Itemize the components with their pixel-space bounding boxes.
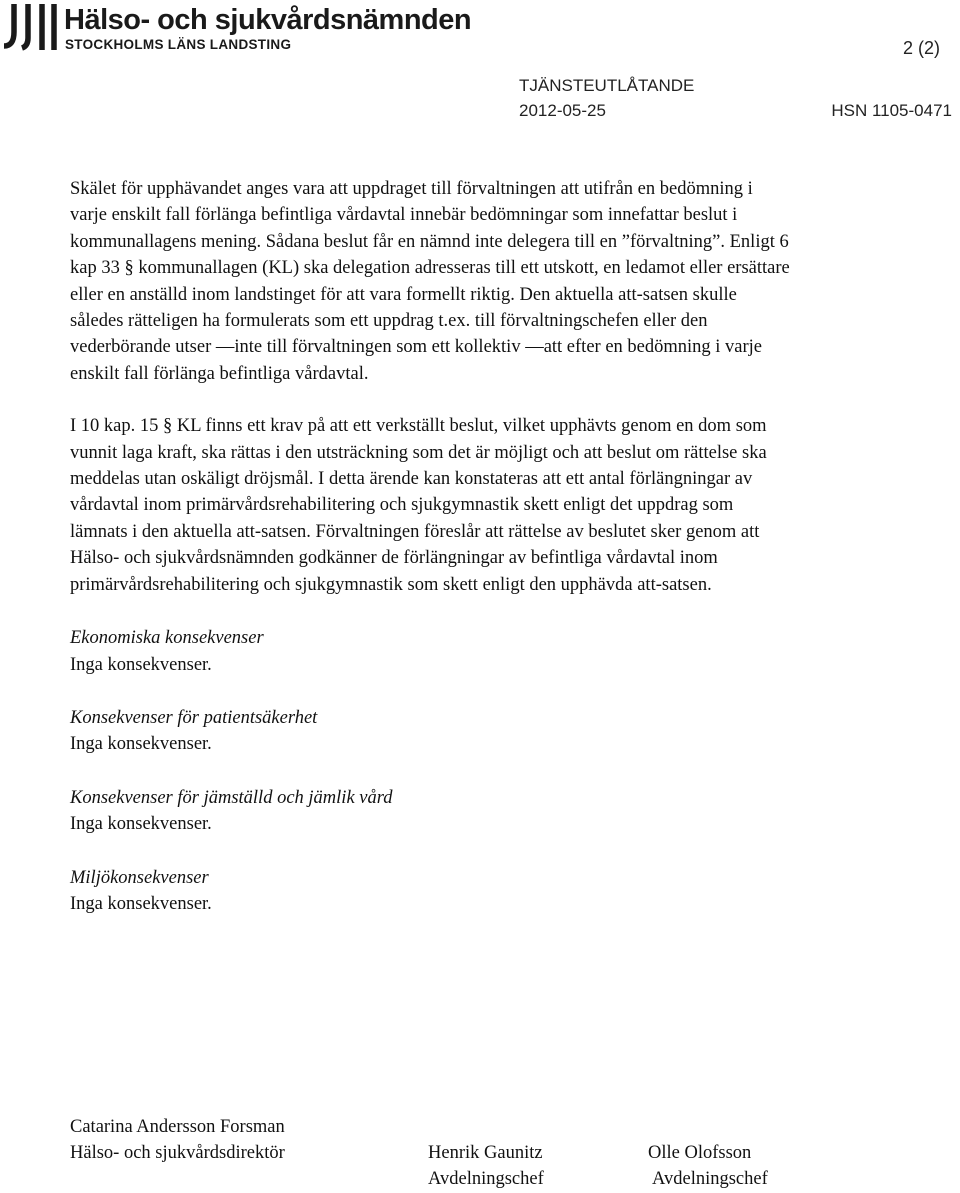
document-type: TJÄNSTEUTLÅTANDE (519, 76, 695, 95)
section-text: Inga konsekvenser. (70, 893, 212, 914)
section-heading: Ekonomiska konsekvenser (70, 628, 264, 649)
logo-county-name: STOCKHOLMS LÄNS LANDSTING (65, 37, 292, 52)
signer-title-director: Hälso- och sjukvårdsdirektör (70, 1143, 285, 1163)
section-text: Inga konsekvenser. (70, 814, 212, 835)
section-economic-consequences (70, 625, 790, 678)
body-paragraph: I 10 kap. 15 § KL finns ett krav på att ett verkställt beslut, vilket upphävts genom en dom som vunnit laga kraft, ska rättas i den utsträckning som det är möjligt och att beslut om rättelse ska meddelas utan oskäligt dröjsmål. I detta ärende kan konstateras att ett antal förlängningar av vårdavtal inom primärvårdsrehabilitering och sjukgymnastik skett enligt det uppdrag som lämnats i den aktuella att-satsen. Förvaltningen föreslår att rättelse av beslutet sker genom att Hälso- och sjukvårdsnämnden godkänner de förlängningar av befintliga vårdavtal inom primärvårdsrehabilitering och sjukgymnastik som skett enligt den upphävda att-satsen. (70, 416, 767, 595)
section-equality (70, 785, 790, 838)
logo-organization-name: Hälso- och sjukvårdsnämnden (64, 4, 472, 36)
signer-title-third: Avdelningschef (652, 1169, 768, 1189)
sll-logo-icon (4, 2, 60, 52)
section-heading: Konsekvenser för jämställd och jämlik vård (70, 787, 393, 808)
section-text: Inga konsekvenser. (70, 654, 212, 675)
signer-title-second: Avdelningschef (428, 1169, 544, 1189)
page-number: 2 (2) (902, 38, 940, 58)
document-date: 2012-05-25 (519, 101, 606, 120)
signer-name-third: Olle Olofsson (648, 1143, 752, 1163)
document-body (70, 176, 790, 917)
section-environmental-consequences (70, 865, 790, 918)
signer-name-director: Catarina Andersson Forsman (70, 1117, 285, 1137)
organization-logo (4, 2, 484, 52)
document-reference: HSN 1105-0471 (831, 101, 952, 120)
section-heading: Miljökonsekvenser (70, 867, 209, 888)
signer-name-second: Henrik Gaunitz (428, 1143, 543, 1163)
section-patient-safety (70, 705, 790, 758)
section-text: Inga konsekvenser. (70, 734, 212, 755)
section-heading: Konsekvenser för patientsäkerhet (70, 707, 318, 728)
body-paragraph: Skälet för upphävandet anges vara att uppdraget till förvaltningen att utifrån en bedömning i varje enskilt fall förlänga befintliga vårdavtal innebär bedömningar som innefattar beslut i kommunallagens mening. Sådana beslut får en nämnd inte delegera till en ”förvaltning”. Enligt 6 kap 33 § kommunallagen (KL) ska delegation adresseras till ett utskott, en ledamot eller ersättare eller en anställd inom landstinget för att vara formellt riktig. Den aktuella att-satsen skulle således rätteligen ha formulerats som ett uppdrag t.ex. till förvaltningschefen eller den vederbörande utser —inte till förvaltningen som ett kollektiv —att efter en bedömning i varje enskilt fall förlänga befintliga vårdavtal. (70, 179, 790, 384)
